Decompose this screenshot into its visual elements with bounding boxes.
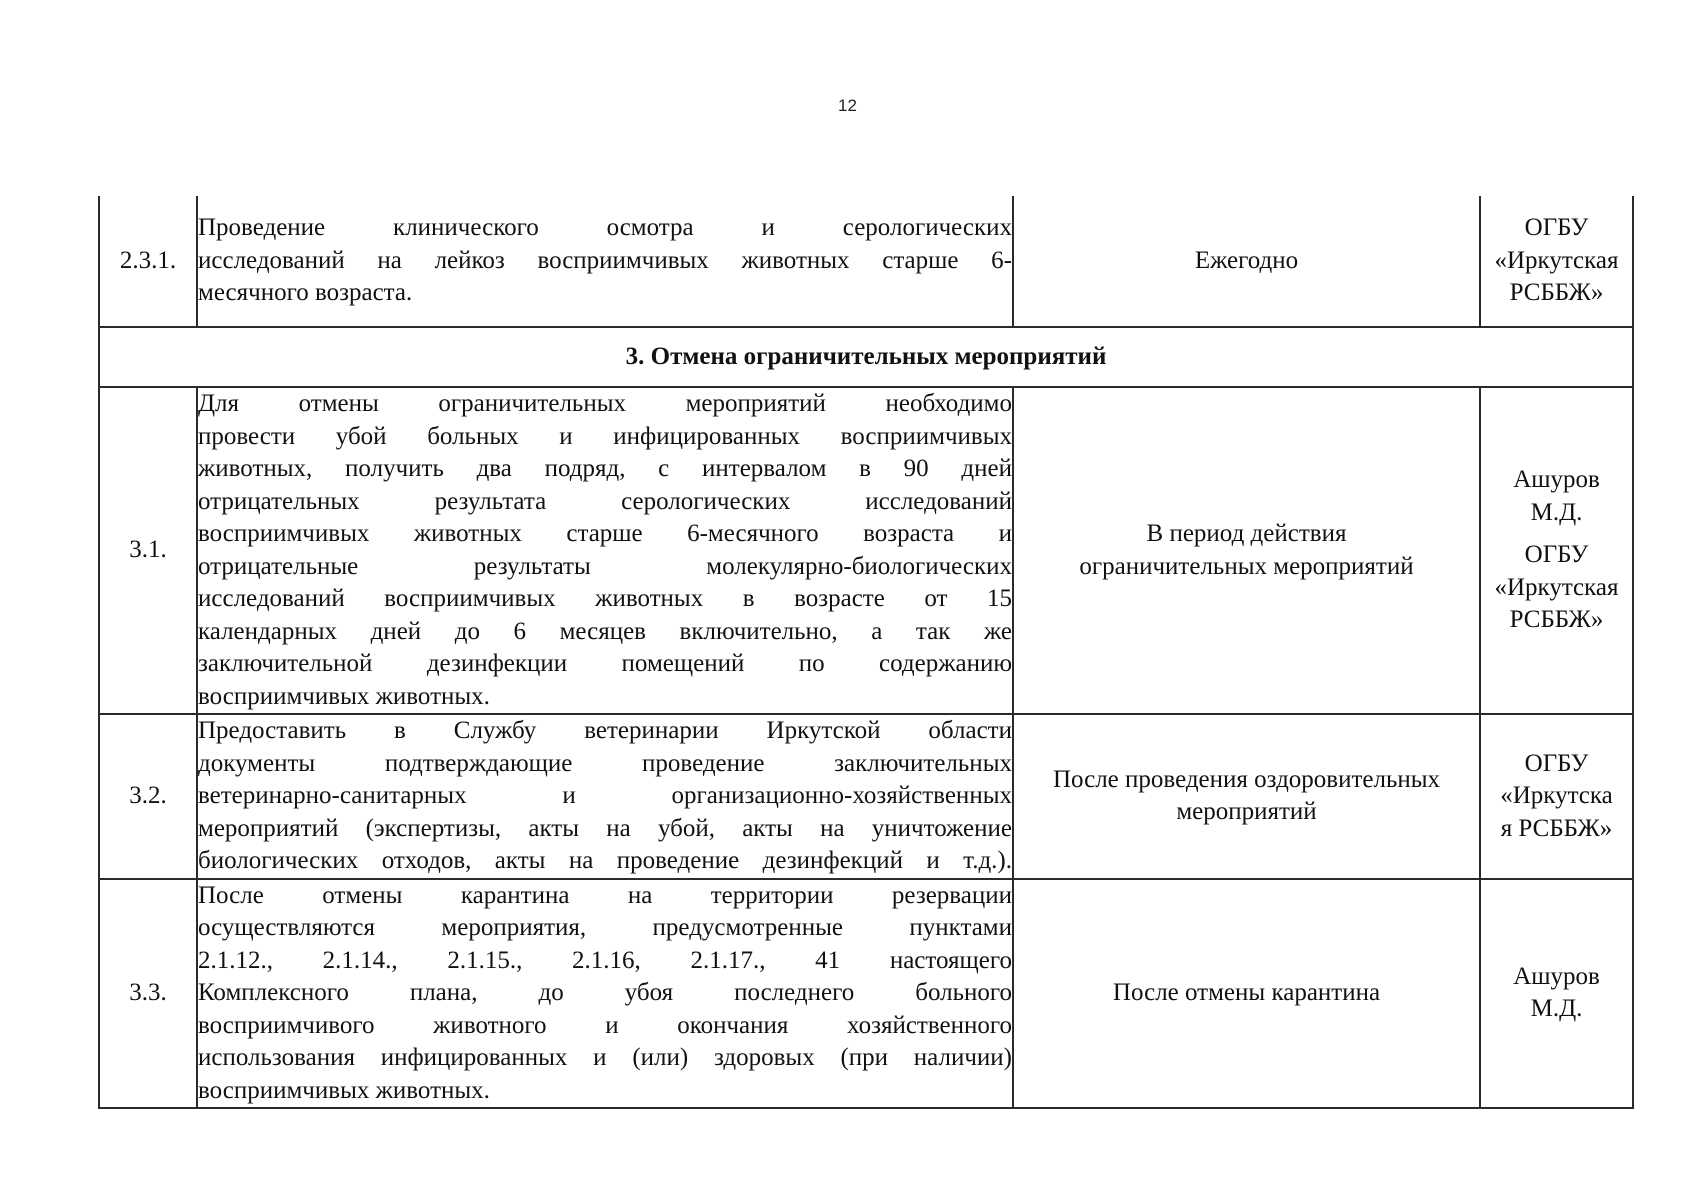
description-line: восприимчивого животного и окончания хозяйственного — [198, 1011, 1012, 1039]
row-number: 3.1. — [99, 387, 197, 714]
responsible-person — [1481, 464, 1632, 529]
description-line: провести убой больных и инфицированных восприимчивых — [198, 422, 1012, 450]
row-description — [197, 879, 1013, 1109]
row-description — [197, 714, 1013, 879]
description-line: заключительной дезинфекции помещений по содержанию — [198, 650, 1012, 677]
responsible-line: ОГБУ — [1524, 214, 1589, 242]
period-line: мероприятий — [1176, 798, 1317, 826]
description-line: восприимчивых животных. — [198, 682, 490, 710]
section-title: 3. Отмена ограничительных мероприятий — [99, 327, 1633, 387]
page-number: 12 — [838, 96, 857, 115]
row-responsible — [1480, 879, 1633, 1109]
row-responsible — [1480, 387, 1633, 714]
row-number: 3.3. — [99, 879, 197, 1109]
period-line: После проведения оздоровительных — [1052, 765, 1441, 793]
responsible-line: Ашуров — [1513, 466, 1600, 494]
responsible-line: Ашуров — [1513, 962, 1600, 990]
row-description — [197, 196, 1013, 327]
responsible-line: М.Д. — [1530, 995, 1583, 1023]
row-number: 3.2. — [99, 714, 197, 879]
period-line: ограничительных мероприятий — [1079, 552, 1414, 580]
description-line: ветеринарно-санитарных и организационно-хозяйственных — [198, 782, 1012, 809]
responsible-line: РСББЖ» — [1509, 606, 1604, 634]
table-row — [99, 196, 1633, 327]
description-line: 2.1.12., 2.1.14., 2.1.15., 2.1.16, 2.1.17., 41 настоящего — [198, 946, 1012, 974]
description-line: исследований восприимчивых животных в возрасте от 15 — [198, 585, 1012, 612]
description-line: Комплексного плана, до убоя последнего больного — [198, 979, 1012, 1006]
description-line: исследований на лейкоз восприимчивых животных старше 6- — [198, 246, 1012, 274]
description-line: Проведение клинического осмотра и серологических — [198, 214, 1012, 242]
responsible-line: РСББЖ» — [1509, 279, 1604, 307]
description-line: осуществляются мероприятия, предусмотренные пунктами — [198, 914, 1012, 941]
description-line: животных, получить два подряд, с интервалом в 90 дней — [198, 455, 1012, 482]
row-period — [1013, 714, 1480, 879]
description-line: биологических отходов, акты на проведение дезинфекций и т.д.). — [198, 847, 1012, 874]
description-line: восприимчивых животных старше 6-месячного возраста и — [198, 520, 1012, 547]
description-line: документы подтверждающие проведение заключительных — [198, 749, 1012, 777]
responsible-line: ОГБУ — [1524, 749, 1589, 777]
table-row — [99, 714, 1633, 879]
description-line: мероприятий (экспертизы, акты на убой, акты на уничтожение — [198, 814, 1012, 842]
responsible-line: «Иркутская — [1494, 246, 1619, 274]
table-row — [99, 387, 1633, 714]
responsible-line: ОГБУ — [1524, 541, 1589, 569]
period-line: В период действия — [1146, 520, 1347, 547]
responsible-line: «Иркутская — [1494, 573, 1619, 601]
responsible-organization — [1481, 539, 1632, 637]
row-number: 2.3.1. — [99, 196, 197, 327]
description-line: Для отмены ограничительных мероприятий необходимо — [198, 390, 1012, 417]
description-line: месячного возраста. — [198, 279, 413, 307]
table-row — [99, 879, 1633, 1109]
responsible-line: М.Д. — [1530, 498, 1583, 526]
measures-table — [98, 196, 1634, 1109]
description-line: отрицательных результата серологических исследований — [198, 487, 1012, 515]
description-line: восприимчивых животных. — [198, 1076, 490, 1104]
description-line: Предоставить в Службу ветеринарии Иркутской области — [198, 717, 1012, 744]
row-period — [1013, 387, 1480, 714]
row-description — [197, 387, 1013, 714]
row-responsible — [1480, 714, 1633, 879]
responsible-line: «Иркутска — [1500, 782, 1613, 809]
row-period: После отмены карантина — [1013, 879, 1480, 1109]
description-line: отрицательные результаты молекулярно-биологических — [198, 552, 1012, 580]
description-line: календарных дней до 6 месяцев включительно, а так же — [198, 617, 1012, 645]
description-line: После отмены карантина на территории резервации — [198, 881, 1012, 909]
row-responsible — [1480, 196, 1633, 327]
responsible-line: я РСББЖ» — [1500, 814, 1613, 842]
description-line: использования инфицированных и (или) здоровых (при наличии) — [198, 1044, 1012, 1071]
row-period: Ежегодно — [1013, 196, 1480, 327]
section-header-row — [99, 327, 1633, 387]
